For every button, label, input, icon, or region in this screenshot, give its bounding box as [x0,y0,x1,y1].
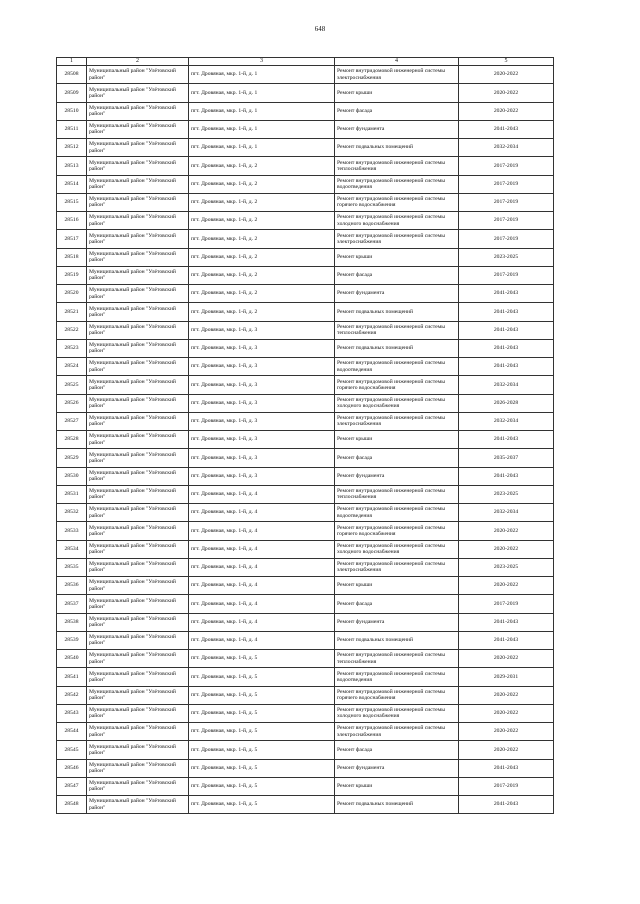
work-type-cell: Ремонт внутридомовой инженерной системы теплоснабжения [335,157,459,175]
district-cell: Муниципальный район "Улётовский район" [87,66,189,84]
district-cell: Муниципальный район "Улётовский район" [87,777,189,795]
row-number-cell: 28547 [57,777,87,795]
row-number-cell: 28529 [57,449,87,467]
row-number-cell: 28516 [57,212,87,230]
table-row [57,193,554,211]
district-cell: Муниципальный район "Улётовский район" [87,796,189,814]
row-number-cell: 28536 [57,577,87,595]
row-number-cell: 28517 [57,230,87,248]
work-type-cell: Ремонт внутридомовой инженерной системы холодного водоснабжения [335,704,459,722]
header-cell-5: 5 [459,58,554,66]
row-number-cell: 28546 [57,759,87,777]
work-type-cell: Ремонт внутридомовой инженерной системы водоотведения [335,504,459,522]
period-cell: 2017-2019 [459,266,554,284]
work-type-cell: Ремонт внутридомовой инженерной системы водоотведения [335,668,459,686]
district-cell: Муниципальный район "Улётовский район" [87,303,189,321]
table-row [57,759,554,777]
work-type-cell: Ремонт внутридомовой инженерной системы электроснабжения [335,66,459,84]
table-row [57,339,554,357]
work-type-cell: Ремонт внутридомовой инженерной системы горячего водоснабжения [335,193,459,211]
period-cell: 2032-2034 [459,412,554,430]
district-cell: Муниципальный район "Улётовский район" [87,485,189,503]
table-row [57,394,554,412]
address-cell: пгт. Дровяная, мкр. 1-й, д. 5 [189,796,335,814]
work-type-cell: Ремонт фундамента [335,120,459,138]
address-cell: пгт. Дровяная, мкр. 1-й, д. 2 [189,285,335,303]
table-row [57,358,554,376]
table-row [57,796,554,814]
period-cell: 2029-2031 [459,668,554,686]
work-type-cell: Ремонт фасада [335,595,459,613]
work-type-cell: Ремонт фундамента [335,613,459,631]
address-cell: пгт. Дровяная, мкр. 1-й, д. 2 [189,157,335,175]
work-type-cell: Ремонт подвальных помещений [335,339,459,357]
district-cell: Муниципальный район "Улётовский район" [87,321,189,339]
address-cell: пгт. Дровяная, мкр. 1-й, д. 1 [189,120,335,138]
row-number-cell: 28527 [57,412,87,430]
period-cell: 2041-2043 [459,631,554,649]
period-cell: 2032-2034 [459,139,554,157]
table-row [57,522,554,540]
period-cell: 2017-2019 [459,230,554,248]
address-cell: пгт. Дровяная, мкр. 1-й, д. 2 [189,175,335,193]
address-cell: пгт. Дровяная, мкр. 1-й, д. 3 [189,412,335,430]
work-type-cell: Ремонт внутридомовой инженерной системы водоотведения [335,175,459,193]
work-type-cell: Ремонт внутридомовой инженерной системы холодного водоснабжения [335,540,459,558]
row-number-cell: 28522 [57,321,87,339]
period-cell: 2020-2022 [459,650,554,668]
work-type-cell: Ремонт крыши [335,777,459,795]
table-row [57,741,554,759]
district-cell: Муниципальный район "Улётовский район" [87,339,189,357]
district-cell: Муниципальный район "Улётовский район" [87,650,189,668]
table-row [57,467,554,485]
table-row [57,650,554,668]
work-type-cell: Ремонт внутридомовой инженерной системы электроснабжения [335,230,459,248]
district-cell: Муниципальный район "Улётовский район" [87,157,189,175]
table-row [57,266,554,284]
work-type-cell: Ремонт внутридомовой инженерной системы электроснабжения [335,412,459,430]
address-cell: пгт. Дровяная, мкр. 1-й, д. 4 [189,504,335,522]
work-type-cell: Ремонт фасада [335,102,459,120]
address-cell: пгт. Дровяная, мкр. 1-й, д. 5 [189,668,335,686]
work-type-cell: Ремонт крыши [335,84,459,102]
district-cell: Муниципальный район "Улётовский район" [87,522,189,540]
row-number-cell: 28539 [57,631,87,649]
address-cell: пгт. Дровяная, мкр. 1-й, д. 1 [189,84,335,102]
row-number-cell: 28548 [57,796,87,814]
row-number-cell: 28514 [57,175,87,193]
table-row [57,303,554,321]
row-number-cell: 28532 [57,504,87,522]
address-cell: пгт. Дровяная, мкр. 1-й, д. 5 [189,704,335,722]
period-cell: 2020-2022 [459,723,554,741]
work-type-cell: Ремонт фундамента [335,759,459,777]
work-type-cell: Ремонт фасада [335,266,459,284]
header-cell-4: 4 [335,58,459,66]
row-number-cell: 28531 [57,485,87,503]
table-row [57,595,554,613]
period-cell: 2041-2043 [459,613,554,631]
work-type-cell: Ремонт внутридомовой инженерной системы горячего водоснабжения [335,376,459,394]
work-type-cell: Ремонт внутридомовой инженерной системы теплоснабжения [335,321,459,339]
district-cell: Муниципальный район "Улётовский район" [87,266,189,284]
work-type-cell: Ремонт подвальных помещений [335,139,459,157]
row-number-cell: 28513 [57,157,87,175]
district-cell: Муниципальный район "Улётовский район" [87,230,189,248]
row-number-cell: 28524 [57,358,87,376]
address-cell: пгт. Дровяная, мкр. 1-й, д. 5 [189,723,335,741]
address-cell: пгт. Дровяная, мкр. 1-й, д. 2 [189,248,335,266]
address-cell: пгт. Дровяная, мкр. 1-й, д. 4 [189,631,335,649]
district-cell: Муниципальный район "Улётовский район" [87,723,189,741]
address-cell: пгт. Дровяная, мкр. 1-й, д. 3 [189,467,335,485]
row-number-cell: 28519 [57,266,87,284]
table-body [57,66,554,814]
table-row [57,540,554,558]
table-row [57,558,554,576]
address-cell: пгт. Дровяная, мкр. 1-й, д. 3 [189,358,335,376]
work-type-cell: Ремонт подвальных помещений [335,796,459,814]
table-row [57,704,554,722]
row-number-cell: 28523 [57,339,87,357]
table-row [57,157,554,175]
address-cell: пгт. Дровяная, мкр. 1-й, д. 3 [189,376,335,394]
work-type-cell: Ремонт крыши [335,431,459,449]
district-cell: Муниципальный район "Улётовский район" [87,358,189,376]
table-row [57,84,554,102]
address-cell: пгт. Дровяная, мкр. 1-й, д. 3 [189,321,335,339]
district-cell: Муниципальный район "Улётовский район" [87,595,189,613]
row-number-cell: 28508 [57,66,87,84]
table-row [57,668,554,686]
row-number-cell: 28537 [57,595,87,613]
period-cell: 2017-2019 [459,595,554,613]
period-cell: 2026-2028 [459,394,554,412]
work-type-cell: Ремонт фасада [335,449,459,467]
header-cell-1: 1 [57,58,87,66]
row-number-cell: 28525 [57,376,87,394]
repair-schedule-table [56,57,554,814]
table-row [57,248,554,266]
district-cell: Муниципальный район "Улётовский район" [87,102,189,120]
row-number-cell: 28528 [57,431,87,449]
work-type-cell: Ремонт внутридомовой инженерной системы теплоснабжения [335,650,459,668]
address-cell: пгт. Дровяная, мкр. 1-й, д. 3 [189,449,335,467]
period-cell: 2041-2043 [459,321,554,339]
period-cell: 2017-2019 [459,193,554,211]
work-type-cell: Ремонт внутридомовой инженерной системы электроснабжения [335,723,459,741]
table-row [57,449,554,467]
row-number-cell: 28511 [57,120,87,138]
work-type-cell: Ремонт фасада [335,741,459,759]
work-type-cell: Ремонт внутридомовой инженерной системы горячего водоснабжения [335,522,459,540]
table-row [57,321,554,339]
period-cell: 2023-2025 [459,485,554,503]
address-cell: пгт. Дровяная, мкр. 1-й, д. 4 [189,540,335,558]
row-number-cell: 28543 [57,704,87,722]
period-cell: 2041-2043 [459,339,554,357]
table-row [57,139,554,157]
address-cell: пгт. Дровяная, мкр. 1-й, д. 4 [189,522,335,540]
table-row [57,777,554,795]
table-row [57,285,554,303]
address-cell: пгт. Дровяная, мкр. 1-й, д. 3 [189,339,335,357]
row-number-cell: 28520 [57,285,87,303]
work-type-cell: Ремонт внутридомовой инженерной системы горячего водоснабжения [335,686,459,704]
header-row [57,58,554,66]
district-cell: Муниципальный район "Улётовский район" [87,558,189,576]
row-number-cell: 28540 [57,650,87,668]
period-cell: 2020-2022 [459,686,554,704]
district-cell: Муниципальный район "Улётовский район" [87,120,189,138]
period-cell: 2017-2019 [459,212,554,230]
district-cell: Муниципальный район "Улётовский район" [87,449,189,467]
table-row [57,631,554,649]
address-cell: пгт. Дровяная, мкр. 1-й, д. 2 [189,212,335,230]
work-type-cell: Ремонт внутридомовой инженерной системы водоотведения [335,358,459,376]
address-cell: пгт. Дровяная, мкр. 1-й, д. 1 [189,66,335,84]
period-cell: 2041-2043 [459,431,554,449]
period-cell: 2020-2022 [459,577,554,595]
period-cell: 2023-2025 [459,558,554,576]
address-cell: пгт. Дровяная, мкр. 1-й, д. 5 [189,759,335,777]
row-number-cell: 28542 [57,686,87,704]
address-cell: пгт. Дровяная, мкр. 1-й, д. 3 [189,431,335,449]
address-cell: пгт. Дровяная, мкр. 1-й, д. 4 [189,577,335,595]
period-cell: 2017-2019 [459,175,554,193]
row-number-cell: 28515 [57,193,87,211]
address-cell: пгт. Дровяная, мкр. 1-й, д. 1 [189,102,335,120]
period-cell: 2020-2022 [459,741,554,759]
period-cell: 2020-2022 [459,66,554,84]
work-type-cell: Ремонт внутридомовой инженерной системы холодного водоснабжения [335,394,459,412]
period-cell: 2020-2022 [459,102,554,120]
address-cell: пгт. Дровяная, мкр. 1-й, д. 2 [189,303,335,321]
work-type-cell: Ремонт подвальных помещений [335,631,459,649]
table-row [57,175,554,193]
row-number-cell: 28510 [57,102,87,120]
district-cell: Муниципальный район "Улётовский район" [87,631,189,649]
address-cell: пгт. Дровяная, мкр. 1-й, д. 4 [189,558,335,576]
table-row [57,102,554,120]
address-cell: пгт. Дровяная, мкр. 1-й, д. 2 [189,193,335,211]
district-cell: Муниципальный район "Улётовский район" [87,175,189,193]
row-number-cell: 28545 [57,741,87,759]
district-cell: Муниципальный район "Улётовский район" [87,759,189,777]
table-row [57,686,554,704]
district-cell: Муниципальный район "Улётовский район" [87,467,189,485]
work-type-cell: Ремонт подвальных помещений [335,303,459,321]
district-cell: Муниципальный район "Улётовский район" [87,540,189,558]
district-cell: Муниципальный район "Улётовский район" [87,285,189,303]
address-cell: пгт. Дровяная, мкр. 1-й, д. 2 [189,266,335,284]
row-number-cell: 28538 [57,613,87,631]
row-number-cell: 28533 [57,522,87,540]
table-row [57,412,554,430]
work-type-cell: Ремонт внутридомовой инженерной системы электроснабжения [335,558,459,576]
period-cell: 2020-2022 [459,540,554,558]
period-cell: 2041-2043 [459,303,554,321]
page-number: 648 [314,25,326,33]
work-type-cell: Ремонт крыши [335,248,459,266]
row-number-cell: 28521 [57,303,87,321]
district-cell: Муниципальный район "Улётовский район" [87,431,189,449]
period-cell: 2017-2019 [459,777,554,795]
period-cell: 2041-2043 [459,467,554,485]
work-type-cell: Ремонт фундамента [335,285,459,303]
table-row [57,723,554,741]
period-cell: 2020-2022 [459,522,554,540]
table-row [57,431,554,449]
district-cell: Муниципальный район "Улётовский район" [87,248,189,266]
table-row [57,376,554,394]
period-cell: 2041-2043 [459,759,554,777]
district-cell: Муниципальный район "Улётовский район" [87,84,189,102]
row-number-cell: 28509 [57,84,87,102]
period-cell: 2041-2043 [459,120,554,138]
district-cell: Муниципальный район "Улётовский район" [87,686,189,704]
address-cell: пгт. Дровяная, мкр. 1-й, д. 4 [189,595,335,613]
district-cell: Муниципальный район "Улётовский район" [87,577,189,595]
table-row [57,230,554,248]
period-cell: 2041-2043 [459,358,554,376]
period-cell: 2017-2019 [459,157,554,175]
period-cell: 2041-2043 [459,796,554,814]
table-row [57,66,554,84]
period-cell: 2023-2025 [459,248,554,266]
header-cell-2: 2 [87,58,189,66]
header-cell-3: 3 [189,58,335,66]
table-row [57,485,554,503]
period-cell: 2032-2034 [459,376,554,394]
district-cell: Муниципальный район "Улётовский район" [87,376,189,394]
district-cell: Муниципальный район "Улётовский район" [87,412,189,430]
period-cell: 2020-2022 [459,704,554,722]
row-number-cell: 28530 [57,467,87,485]
table-row [57,212,554,230]
district-cell: Муниципальный район "Улётовский район" [87,193,189,211]
table-row [57,504,554,522]
row-number-cell: 28544 [57,723,87,741]
row-number-cell: 28535 [57,558,87,576]
work-type-cell: Ремонт крыши [335,577,459,595]
period-cell: 2035-2037 [459,449,554,467]
district-cell: Муниципальный район "Улётовский район" [87,139,189,157]
address-cell: пгт. Дровяная, мкр. 1-й, д. 4 [189,485,335,503]
district-cell: Муниципальный район "Улётовский район" [87,613,189,631]
row-number-cell: 28526 [57,394,87,412]
district-cell: Муниципальный район "Улётовский район" [87,212,189,230]
period-cell: 2041-2043 [459,285,554,303]
period-cell: 2020-2022 [459,84,554,102]
table-row [57,120,554,138]
address-cell: пгт. Дровяная, мкр. 1-й, д. 5 [189,686,335,704]
row-number-cell: 28541 [57,668,87,686]
row-number-cell: 28512 [57,139,87,157]
address-cell: пгт. Дровяная, мкр. 1-й, д. 5 [189,777,335,795]
district-cell: Муниципальный район "Улётовский район" [87,504,189,522]
row-number-cell: 28518 [57,248,87,266]
address-cell: пгт. Дровяная, мкр. 1-й, д. 5 [189,741,335,759]
work-type-cell: Ремонт внутридомовой инженерной системы холодного водоснабжения [335,212,459,230]
row-number-cell: 28534 [57,540,87,558]
district-cell: Муниципальный район "Улётовский район" [87,741,189,759]
work-type-cell: Ремонт внутридомовой инженерной системы теплоснабжения [335,485,459,503]
table-row [57,577,554,595]
district-cell: Муниципальный район "Улётовский район" [87,394,189,412]
address-cell: пгт. Дровяная, мкр. 1-й, д. 3 [189,394,335,412]
address-cell: пгт. Дровяная, мкр. 1-й, д. 1 [189,139,335,157]
district-cell: Муниципальный район "Улётовский район" [87,704,189,722]
table-header [57,58,554,66]
work-type-cell: Ремонт фундамента [335,467,459,485]
table-row [57,613,554,631]
district-cell: Муниципальный район "Улётовский район" [87,668,189,686]
address-cell: пгт. Дровяная, мкр. 1-й, д. 2 [189,230,335,248]
address-cell: пгт. Дровяная, мкр. 1-й, д. 5 [189,650,335,668]
address-cell: пгт. Дровяная, мкр. 1-й, д. 4 [189,613,335,631]
period-cell: 2032-2034 [459,504,554,522]
